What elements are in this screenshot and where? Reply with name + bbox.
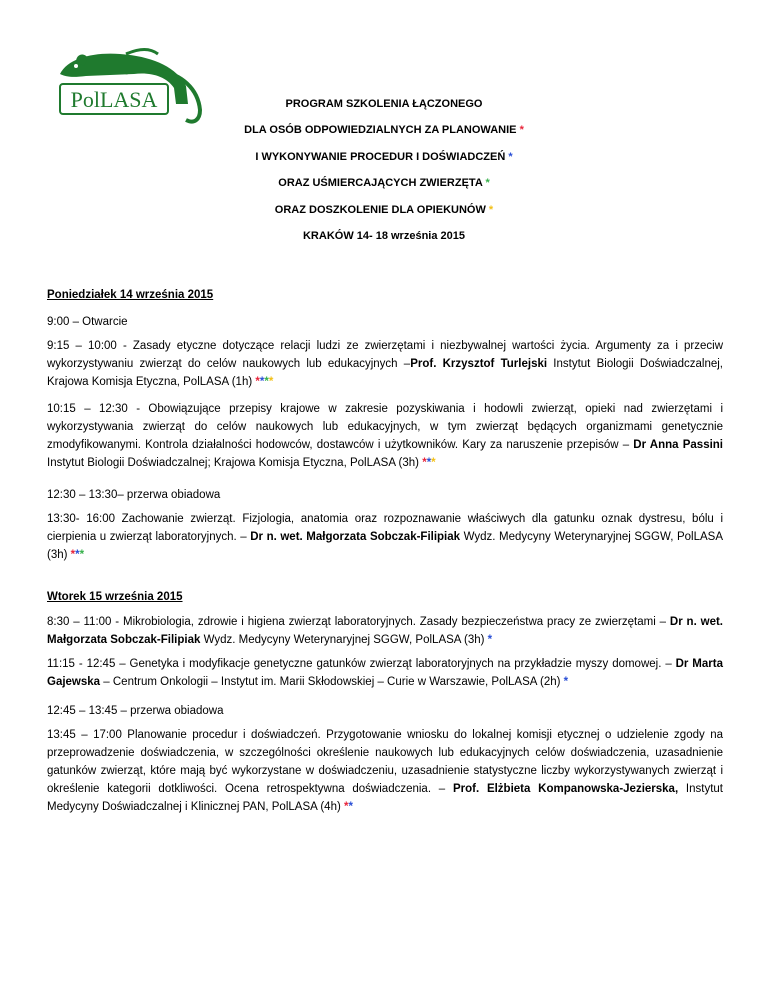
day2-title: Wtorek 15 września 2015 bbox=[47, 591, 183, 603]
day2-session-2: 11:15 - 12:45 – Genetyka i modyfikacje genetyczne gatunków zwierząt laboratoryjnych na przykładzie myszy domowej. – Dr Marta Gajewska – Centrum Onkologii – Instytut im. Marii Skłodowskiej – Curie w Warszawie, PolLASA (2h) * bbox=[47, 658, 723, 688]
speaker: Dr n. wet. Małgorzata Sobczak-Filipiak bbox=[246, 531, 461, 543]
header-date: KRAKÓW 14- 18 września 2015 bbox=[302, 230, 465, 242]
day1-session-2: 10:15 – 12:30 - Obowiązujące przepisy krajowe w zakresie pozyskiwania i hodowli zwierząt, opieki nad zwierzętami i wykorzystywania zwierząt do celów naukowych lub edukacyjnych, w tym zwierząt będących organizmami genetycznie zmodyfikowanymi. Kontrola działalności hodowców, dostawców i użytkowników. Kary za naruszenie przepisów – Dr Anna Passini Instytut Biologii Doświadczalnej; Krajowa Komisja Etyczna, PolLASA (3h) *** bbox=[47, 403, 723, 469]
speaker: Dr Anna Passini bbox=[629, 439, 723, 451]
header-line-5: ORAZ DOSZKOLENIE DLA OPIEKUNÓW * bbox=[274, 204, 494, 216]
logo-text: PolLASA bbox=[70, 87, 158, 112]
day2-session-3: 13:45 – 17:00 Planowanie procedur i doświadczeń. Przygotowanie wniosku do lokalnej komisji etycznej o udzielenie zgody na przeprowadzenie doświadczenia, w szczególności określenie naukowych lub edukacyjnych celów doświadczenia, uzasadnienie gatunków zwierząt, które mają być wykorzystane w doświadczeniu, uzasadnienie statystyczne liczby wykorzystywanych zwierząt i określenie kategorii dotkliwości. Ocena retrospektywna doświadczenia. – Prof. Elżbieta Kompanowska-Jezierska, Instytut Medycyny Doświadczalnej i Klinicznej PAN, PolLASA (4h) ** bbox=[47, 729, 723, 813]
header-title: PROGRAM SZKOLENIA ŁĄCZONEGO bbox=[285, 98, 483, 110]
pollasa-logo bbox=[54, 44, 204, 124]
day1-session-3: 13:30- 16:00 Zachowanie zwierząt. Fizjologia, anatomia oraz rozpoznawanie właściwych dla gatunku oznak dystresu, bólu i cierpienia u zwierząt laboratoryjnych. – Dr n. wet. Małgorzata Sobczak-Filipiak Wydz. Medycyny Weterynaryjnej SGGW, PolLASA (3h) *** bbox=[47, 513, 723, 561]
speaker: Dr n. wet. Małgorzata Sobczak-Filipiak bbox=[47, 616, 723, 646]
speaker: Dr Marta Gajewska bbox=[47, 658, 723, 688]
header-line-2: DLA OSÓB ODPOWIEDZIALNYCH ZA PLANOWANIE * bbox=[244, 124, 524, 136]
yellow-star: * bbox=[488, 204, 494, 216]
day2-session-1: 8:30 – 11:00 - Mikrobiologia, zdrowie i higiena zwierząt laboratoryjnych. Zasady bezpieczeństwa pracy ze zwierzętami – Dr n. wet. Małgorzata Sobczak-Filipiak Wydz. Medycyny Weterynaryjnej SGGW, PolLASA (3h) * bbox=[47, 616, 723, 646]
day1-opening: 9:00 – Otwarcie bbox=[47, 316, 128, 328]
day1-break: 12:30 – 13:30– przerwa obiadowa bbox=[47, 489, 221, 501]
speaker: Prof. Krzysztof Turlejski bbox=[410, 358, 548, 370]
day1-title: Poniedziałek 14 września 2015 bbox=[47, 289, 214, 301]
header-line-3: I WYKONYWANIE PROCEDUR I DOŚWIADCZEŃ * bbox=[255, 151, 513, 163]
header-line-4: ORAZ UŚMIERCAJĄCYCH ZWIERZĘTA * bbox=[278, 177, 490, 189]
green-star: * bbox=[485, 177, 490, 189]
day2-break: 12:45 – 13:45 – przerwa obiadowa bbox=[47, 705, 224, 717]
red-star: * bbox=[519, 124, 524, 136]
rat-logo-icon bbox=[54, 44, 204, 124]
day1-session-1: 9:15 – 10:00 - Zasady etyczne dotyczące relacji ludzi ze zwierzętami i niezbywalnej wartości życia. Argumenty za i przeciw wykorzystywaniu zwierząt do celów naukowych lub edukacyjnych –Prof. Krzysztof Turlejski Instytut Biologii Doświadczalnej, Krajowa Komisja Etyczna, PolLASA (1h) **** bbox=[47, 340, 723, 388]
blue-star: * bbox=[508, 151, 513, 163]
speaker: Prof. Elżbieta Kompanowska-Jezierska, bbox=[445, 783, 679, 795]
